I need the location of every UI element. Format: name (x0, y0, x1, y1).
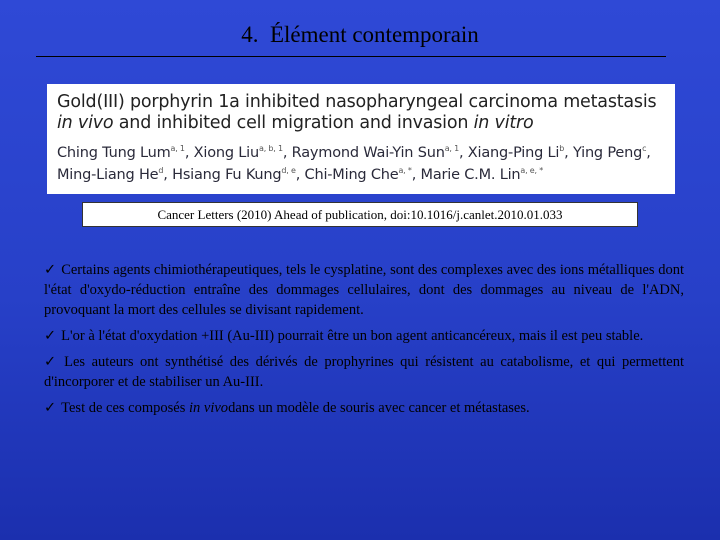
bullet-text: dans un modèle de souris avec cancer et métastases. (228, 400, 530, 416)
citation-box: Cancer Letters (2010) Ahead of publication, doi:10.1016/j.canlet.2010.01.033 (82, 202, 638, 227)
check-icon: ✓ (44, 262, 57, 278)
title-underline (36, 56, 666, 57)
paper-title-part2: and inhibited cell migration and invasion (118, 113, 469, 133)
author: Xiong Liu$^{a, b, 1}$, (193, 144, 292, 161)
author: Chi-Ming Che$^{a, *}$, (304, 166, 421, 183)
author: Ching Tung Lum$^{a, 1}$, (57, 144, 194, 161)
bullet-item (44, 352, 684, 392)
author: Xiang-Ping Li$^b$, (467, 144, 573, 161)
paper-authors (57, 140, 665, 184)
author: Marie C.M. Lin$^{a, e, *}$ (420, 166, 544, 183)
bullet-text: Test de ces composés (61, 400, 186, 416)
bullet-text: Les auteurs ont synthétisé des dérivés de prophyrines qui résistent au catabolisme, et qui permettent d'incorporer et de stabiliser un Au-III. (44, 354, 684, 390)
check-icon: ✓ (44, 328, 57, 344)
check-icon: ✓ (44, 400, 57, 416)
check-icon: ✓ (44, 354, 60, 370)
bullet-list (44, 260, 684, 424)
paper-header-image (47, 84, 675, 194)
bullet-text: L'or à l'état d'oxydation +III (Au-III) pourrait être un bon agent anticancéreux, mais il est peu stable. (61, 328, 644, 344)
slide-number: 4. (241, 22, 259, 47)
paper-title (57, 92, 665, 134)
author: Hsiang Fu Kung$^{d, e}$, (172, 166, 305, 183)
slide-title (0, 22, 720, 48)
paper-title-in-vivo: in vivo (57, 113, 114, 133)
bullet-item (44, 326, 684, 346)
bullet-text: Certains agents chimiothérapeutiques, tels le cysplatine, sont des complexes avec des ions métalliques dont l'état d'oxydo-réduction entraîne des dommages cellulaires, dont des dommages au niveau de l'ADN, provoquant la mort des cellules se divisant rapidement. (44, 262, 684, 318)
author: Raymond Wai-Yin Sun$^{a, 1}$, (291, 144, 468, 161)
bullet-item (44, 398, 684, 418)
paper-title-part1: Gold(III) porphyrin 1a inhibited nasopharyngeal carcinoma metastasis (57, 92, 657, 112)
author: Ying Peng$^c$, (572, 144, 651, 161)
paper-title-in-vitro: in vitro (473, 113, 534, 133)
bullet-item (44, 260, 684, 320)
bullet-italic-text: in vivo (189, 400, 229, 416)
author: Ming-Liang He$^d$, (57, 166, 173, 183)
slide-title-text: Élément contemporain (269, 22, 479, 47)
